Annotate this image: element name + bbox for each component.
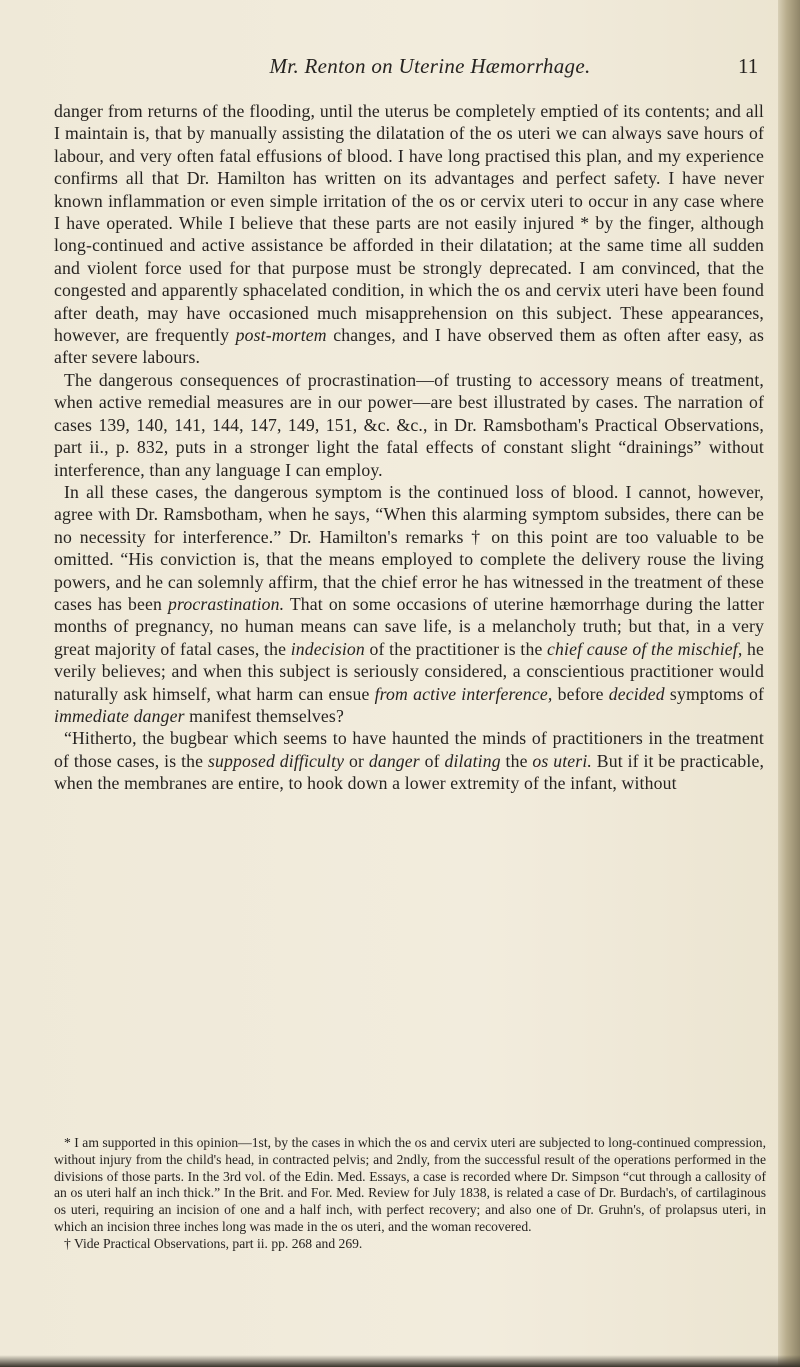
page-header bbox=[0, 54, 800, 82]
paragraph-1: danger from returns of the flooding, until the uterus be completely emptied of its contents; and all I maintain is, that by manually assisting the dilatation of the os uteri we can always save hours of labour, and very often fatal effusions of blood. I have long practised this plan, and my experience confirms all that Dr. Hamilton has written on its advantages and perfect safety. I have never known inflammation or even simple irritation of the os or cervix uteri to occur in any case where I have operated. While I believe that these parts are not easily injured * by the finger, although long-continued and active assistance be afforded in their dilatation; at the same time all sudden and violent force used for that purpose must be strongly deprecated. I am convinced, that the congested and apparently sphacelated condition, in which the os and cervix uteri have been found after death, may have occasioned much misapprehension on this subject. These appearances, however, are frequently post-mortem changes, and I have observed them as often after easy, as after severe labours. bbox=[54, 101, 764, 368]
page-number: 11 bbox=[738, 54, 759, 78]
paragraph-2: The dangerous consequences of procrastination—of trusting to accessory means of treatment, when active remedial measures are in our power—are best illustrated by cases. The narration of cases 139, 140, 141, 144, 147, 149, 151, &c. &c., in Dr. Ramsbotham's Practical Observations, part ii., p. 832, puts in a stronger light the fatal effects of constant slight “drainings” without interference, than any language I can employ. bbox=[54, 369, 764, 480]
paragraph-4: “Hitherto, the bugbear which seems to have haunted the minds of practitioners in the treatment of those cases, is the supposed difficulty or danger of dilating the os uteri. But if it be practicable, when the membranes are entire, to hook down a lower extremity of the infant, without bbox=[54, 728, 765, 794]
paragraph-3: In all these cases, the dangerous symptom is the continued loss of blood. I cannot, however, agree with Dr. Ramsbotham, when he says, “When this alarming symptom subsides, there can be no necessity for interference.” Dr. Hamilton's remarks † on this point are too valuable to be omitted. “His conviction is, that the means employed to complete the delivery rouse the living powers, and he can solemnly affirm, that the chief error he has witnessed in the treatment of these cases has been procrastination. That on some occasions of uterine hæmorrhage during the latter months of pregnancy, no human means can save life, is a melancholy truth; but that, in a very great majority of fatal cases, the indecision of the practitioner is the chief cause of the mischief, he verily believes; and when this subject is seriously considered, a conscientious practitioner would naturally ask himself, what harm can ensue from active interference, before decided symptoms of immediate danger manifest themselves? bbox=[54, 481, 764, 726]
footnote-asterisk: * I am supported in this opinion—1st, by the cases in which the os and cervix uteri are subjected to long-continued compression, without injury from the child's head, in contracted pelvis; and 2ndly, from the successful result of the operations performed in the divisions of those parts. In the 3rd vol. of the Edin. Med. Essays, a case is recorded where Dr. Simpson “cut through a callosity of an os uteri half an inch thick.” In the Brit. and For. Med. Review for July 1838, is related a case of Dr. Burdach's, of cartilaginous os uteri, requiring an incision of one and a half inch, with perfect recovery; and also one of Dr. Gruhn's, of prolapsus uteri, in which an incision three inches long was made in the os uteri, and the woman recovered. bbox=[54, 1135, 766, 1234]
footnotes bbox=[54, 1135, 766, 1253]
footnote-dagger: † Vide Practical Observations, part ii. pp. 268 and 269. bbox=[64, 1235, 363, 1251]
running-title: Mr. Renton on Uterine Hæmorrhage. bbox=[269, 54, 591, 78]
page-bottom-edge bbox=[0, 1355, 800, 1367]
binding-gutter bbox=[778, 0, 800, 1367]
body-text bbox=[54, 100, 764, 795]
